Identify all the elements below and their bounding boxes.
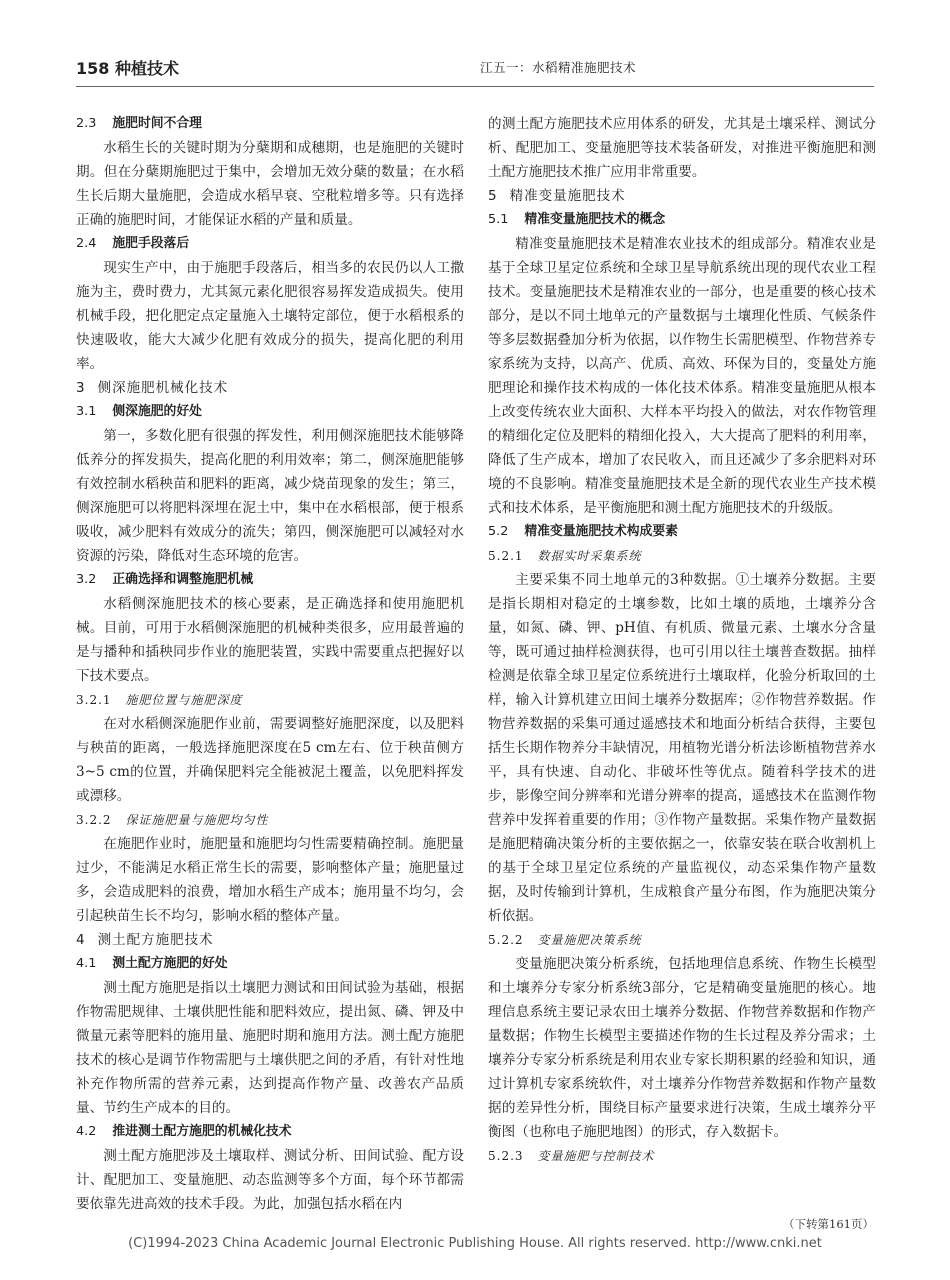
heading-text: 推进测土配方施肥的机械化技术 [112,1124,292,1139]
heading-text: 侧深施肥的好处 [112,404,202,419]
heading-number: 5.2.3 [488,1149,524,1163]
heading-number: 3.1 [76,404,97,419]
paragraph: 测土配方施肥是指以土壤肥力测试和田间试验为基础，根据作物需肥规律、土壤供肥性能和肥料效应，提出氮、磷、钾及中微量元素等肥料的施用量、施肥时期和施用方法。测土配方施肥技术的核心是调节作物需肥与土壤供肥之间的矛盾，有针对性地补充作物所需的营养元素，达到提高作物产量、改善农产品质量、节约生产成本的目的。 [76,980,464,1116]
heading-number: 3.2.2 [76,813,112,827]
heading-3-2-1 [76,688,464,712]
heading-number: 5.2 [488,524,509,539]
heading-5-2-3 [488,1144,876,1168]
heading-number: 4 [76,932,86,948]
heading-4 [76,928,464,952]
heading-text: 施肥手段落后 [112,236,190,251]
heading-5-1 [488,208,876,232]
heading-number: 4.2 [76,1124,97,1139]
heading-2-4 [76,232,464,256]
paragraph: 变量施肥决策分析系统，包括地理信息系统、作物生长模型和土壤养分专家分析系统3部分，它是精确变量施肥的核心。地理信息系统主要记录农田土壤养分数据、作物营养数据和作物产量数据；作物生长模型主要描述作物的生长过程及养分需求；土壤养分专家分析系统是利用农业专家长期积累的经验和知识，通过计算机专家系统软件，对土壤养分作物营养数据和作物产量数据的差异性分析，围绕目标产量要求进行决策，生成土壤养分平衡图（也称电子施肥地图）的形式，存入数据卡。 [488,956,876,1140]
heading-4-2 [76,1120,464,1144]
heading-number: 5 [488,188,498,204]
paragraph: 主要采集不同土地单元的3种数据。①土壤养分数据。主要是指长期相对稳定的土壤参数，比如土壤的质地，土壤养分含量，如氮、磷、钾、pH值、有机质、微量元素、土壤水分含量等，既可通过抽样检测获得，也可引用以往土壤普查数据。抽样检测是依靠全球卫星定位系统进行土壤取样，化验分析取回的土样，输入计算机建立田间土壤养分数据库；②作物营养数据。作物营养数据的采集可通过遥感技术和地面分析结合获得，主要包括生长期作物养分丰缺情况，用植物光谱分析法诊断植物营养水平，具有快速、自动化、非破坏性等优点。随着科学技术的进步，影像空间分辨率和光谱分辨率的提高，遥感技术在监测作物营养中发挥着重要的作用；③作物产量数据。采集作物产量数据是施肥精确决策分析的主要依据之一，依靠安装在联合收割机上的基于全球卫星定位系统的产量监视仪，动态采集作物产量数据，及时传输到计算机，生成粮食产量分布图，作为施肥决策分析依据。 [488,572,876,924]
heading-text: 侧深施肥机械化技术 [97,380,229,396]
running-title: 江五一：水稻精准施肥技术 [480,60,637,75]
paragraph: 精准变量施肥技术是精准农业技术的组成部分。精准农业是基于全球卫星定位系统和全球卫星导航系统出现的现代农业工程技术。变量施肥技术是精准农业的一部分，也是重要的核心技术部分，是以不同土地单元的产量数据与土壤理化性质、气候条件等多层数据叠加分析为依据，以作物生长需肥模型、作物营养专家系统为支持，以高产、优质、高效、环保为目的，变量处方施肥理论和操作技术构成的一体化技术体系。精准变量施肥从根本上改变传统农业大面积、大样本平均投入的做法，对农作物管理的精细化定位及肥料的精细化投入，大大提高了肥料的利用率，降低了生产成本，增加了农民收入，而且还减少了多余肥料对环境的不良影响。精准变量施肥技术是全新的现代农业生产技术模式和技术体系，是平衡施肥和测土配方施肥技术的升级版。 [488,236,876,516]
heading-2-3 [76,112,464,136]
paragraph: 测土配方施肥涉及土壤取样、测试分析、田间试验、配方设计、配肥加工、变量施肥、动态监测等多个方面，每个环节都需要依靠先进高效的技术手段。为此，加强包括水稻在内 [76,1148,464,1212]
copyright-footer: (C)1994-2023 China Academic Journal Electronic Publishing House. All rights reserved. http://www.cnki.net [128,1236,822,1251]
heading-number: 2.3 [76,116,97,131]
heading-5-2-2 [488,928,876,952]
heading-number: 5.2.2 [488,933,524,947]
heading-3-2-2 [76,808,464,832]
heading-number: 5.1 [488,212,509,227]
heading-text: 测土配方施肥技术 [97,932,214,948]
paragraph: 第一，多数化肥有很强的挥发性，利用侧深施肥技术能够降低养分的挥发损失，提高化肥的利用效率；第二，侧深施肥能够有效控制水稻秧苗和肥料的距离，减少烧苗现象的发生；第三，侧深施肥可以将肥料深埋在泥土中，集中在水稻根部，便于根系吸收，减少肥料有效成分的流失；第四，侧深施肥可以减轻对水资源的污染，降低对生态环境的危害。 [76,428,464,564]
heading-number: 4.1 [76,956,97,971]
heading-text: 正确选择和调整施肥机械 [112,572,254,587]
heading-number: 3.2 [76,572,97,587]
paragraph: 水稻侧深施肥技术的核心要素，是正确选择和使用施肥机械。目前，可用于水稻侧深施肥的机械种类很多，应用最普遍的是与播种和插秧同步作业的施肥装置，实践中需要重点把握好以下技术要点。 [76,596,464,684]
heading-4-1 [76,952,464,976]
heading-text: 施肥时间不合理 [112,116,202,131]
heading-text: 精准变量施肥技术构成要素 [524,524,678,539]
header-rule [76,86,874,87]
heading-5 [488,184,876,208]
left-column [76,112,464,1216]
continued-note: （下转第161页） [783,1217,874,1231]
heading-text: 保证施肥量与施肥均匀性 [125,813,269,827]
heading-3 [76,376,464,400]
heading-text: 施肥位置与施肥深度 [125,693,243,707]
heading-text: 数据实时采集系统 [537,549,642,563]
heading-5-2-1 [488,544,876,568]
paragraph: 现实生产中，由于施肥手段落后，相当多的农民仍以人工撒施为主，费时费力，尤其氮元素化肥很容易挥发造成损失。使用机械手段，把化肥定点定量施入土壤特定部位，便于水稻根系的快速吸收，能大大减少化肥有效成分的损失，提高化肥的利用率。 [76,260,464,372]
heading-3-1 [76,400,464,424]
heading-5-2 [488,520,876,544]
heading-text: 精准变量施肥技术的概念 [524,212,666,227]
heading-text: 精准变量施肥技术 [509,188,626,204]
heading-text: 变量施肥与控制技术 [537,1149,655,1163]
page-header [76,56,874,86]
paragraph: 在对水稻侧深施肥作业前，需要调整好施肥深度，以及肥料与秧苗的距离，一般选择施肥深度在5 cm左右、位于秧苗侧方3~5 cm的位置，并确保肥料完全能被泥土覆盖，以免肥料挥发或漂移。 [76,716,464,804]
right-column [488,112,876,1168]
paragraph: 水稻生长的关键时期为分蘖期和成穗期，也是施肥的关键时期。但在分蘖期施肥过于集中，会增加无效分蘖的数量；在水稻生长后期大量施肥，会造成水稻早衰、空秕粒增多等。只有选择正确的施肥时间，才能保证水稻的产量和质量。 [76,140,464,228]
heading-3-2 [76,568,464,592]
heading-text: 测土配方施肥的好处 [112,956,228,971]
heading-number: 3 [76,380,86,396]
heading-number: 2.4 [76,236,97,251]
paragraph-continued: 的测土配方施肥技术应用体系的研发，尤其是土壤采样、测试分析、配肥加工、变量施肥等技术装备研发，对推进平衡施肥和测土配方施肥技术推广应用非常重要。 [488,116,876,180]
page-number-section: 158 种植技术 [76,59,179,78]
heading-number: 5.2.1 [488,549,524,563]
heading-number: 3.2.1 [76,693,112,707]
heading-text: 变量施肥决策系统 [537,933,642,947]
paragraph: 在施肥作业时，施肥量和施肥均匀性需要精确控制。施肥量过少，不能满足水稻正常生长的需要，影响整体产量；施肥量过多，会造成肥料的浪费，增加水稻生产成本；施用量不均匀，会引起秧苗生长不均匀，影响水稻的整体产量。 [76,836,464,924]
